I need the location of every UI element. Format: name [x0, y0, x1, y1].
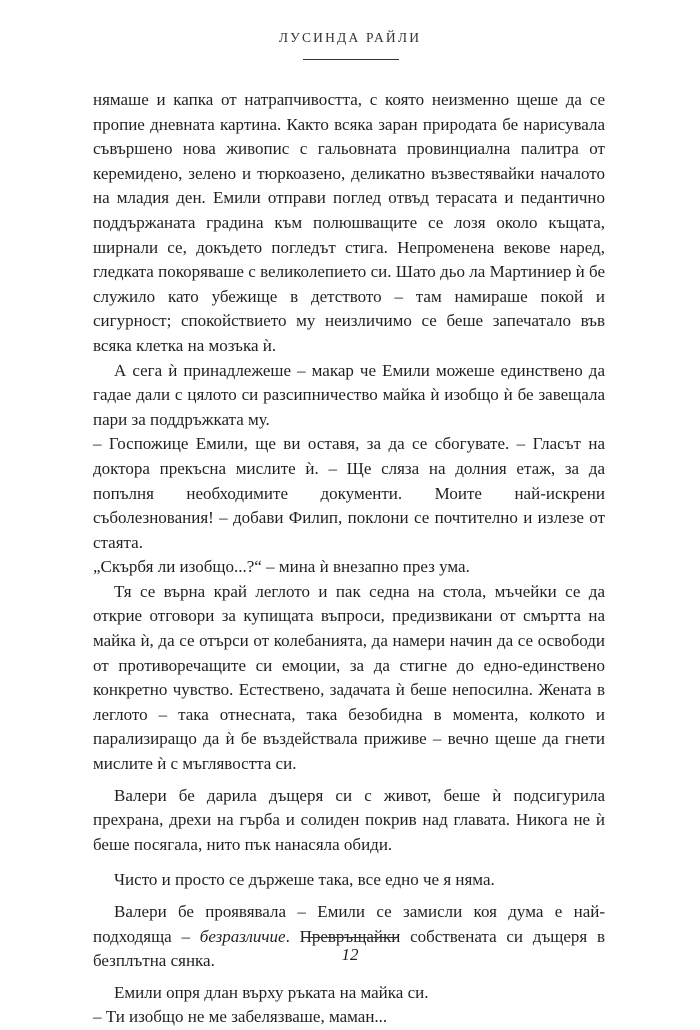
paragraph-8-lead: Валери бе проявявала – Емили се замисли коя дума е най-подходяща –	[93, 902, 605, 946]
paragraph-4-thought: „Скърбя ли изобщо...?“ – мина ѝ внезапно през ума.	[93, 557, 470, 577]
paragraph-10-dialogue: – Ти изобщо не ме забелязваше, маман...	[93, 1007, 388, 1027]
paragraph-2: А сега ѝ принадлежеше – макар че Емили можеше единствено да гадае дали с цялото си разсипничество майка ѝ изобщо ѝ бе завещала пари за поддръжката му.	[93, 360, 605, 429]
paragraph-1: нямаше и капка от натрапчивостта, с която неизменно щеше да се пропие дневната картина. Както всяка заран природата бе нарисувала съвършено нова живопис с гальовната провинциална палитра от керемидено, зелено и тюркоазено, деликатно възвестявайки началото на младия ден. Емили отправи поглед отвъд терасата и педантично поддържаната градина към полюшващите се лозя около къщата, ширнали се, докъдето погледът стига. Непроменена векове наред, гледката покоряваше с великолепието си. Шато дьо ла Мартиниер ѝ бе служило като убежище в детството – там намираше покой и сигурност; спокойствието му неизличимо се беше запечатало във всяка клетка на мозъка ѝ.	[93, 90, 605, 355]
paragraph-7: Чисто и просто се държеше така, все едно че я няма.	[114, 870, 495, 890]
paragraph-5: Тя се върна край леглото и пак седна на стола, мъчейки се да открие отговори за купищата въпроси, предизвикани от смъртта на майка ѝ, да се отърси от колебанията, да намери начин да се освободи от противоречащите си емоции, за да стигне до едно-единствено конкретно чувство. Естествено, задачата ѝ беше непосилна. Жената в леглото – така отнеснатa, така безобидна в момента, колкото и парализиращо да ѝ бе въздействала приживе – вечно щеше да гнети мислите ѝ с мъглявостта си.	[93, 581, 605, 774]
footer-rule	[303, 937, 399, 938]
running-head-author: ЛУСИНДА РАЙЛИ	[278, 30, 422, 45]
main-text-block	[93, 88, 605, 1030]
paragraph-9: Емили опря длан върху ръката на майка си.	[114, 982, 429, 1002]
paragraph-8-emphasis: безразличие	[199, 926, 286, 946]
paragraph-6: Валери бе дарила дъщеря си с живот, беше ѝ подсигурила прехрана, дрехи на гърба и солиден покрив над главата. Никога не ѝ беше посягала, нито пък нанасяла обиди.	[93, 785, 605, 854]
paragraph-8-tail: . Превръщайки собствената си дъщеря в безплътна сянка.	[93, 926, 605, 971]
paragraph-3-dialogue: – Госпожице Емили, ще ви оставя, за да се сбогувате. – Гласът на доктора прекъсна мислите ѝ. – Ще сляза на долния етаж, за да попълня необходимите документи. Моите най-искрени съболезнования! – добави Филип, поклони се почтително и излезе от стаята.	[93, 434, 605, 552]
header-rule	[303, 59, 399, 60]
page-number: 12	[341, 945, 359, 964]
